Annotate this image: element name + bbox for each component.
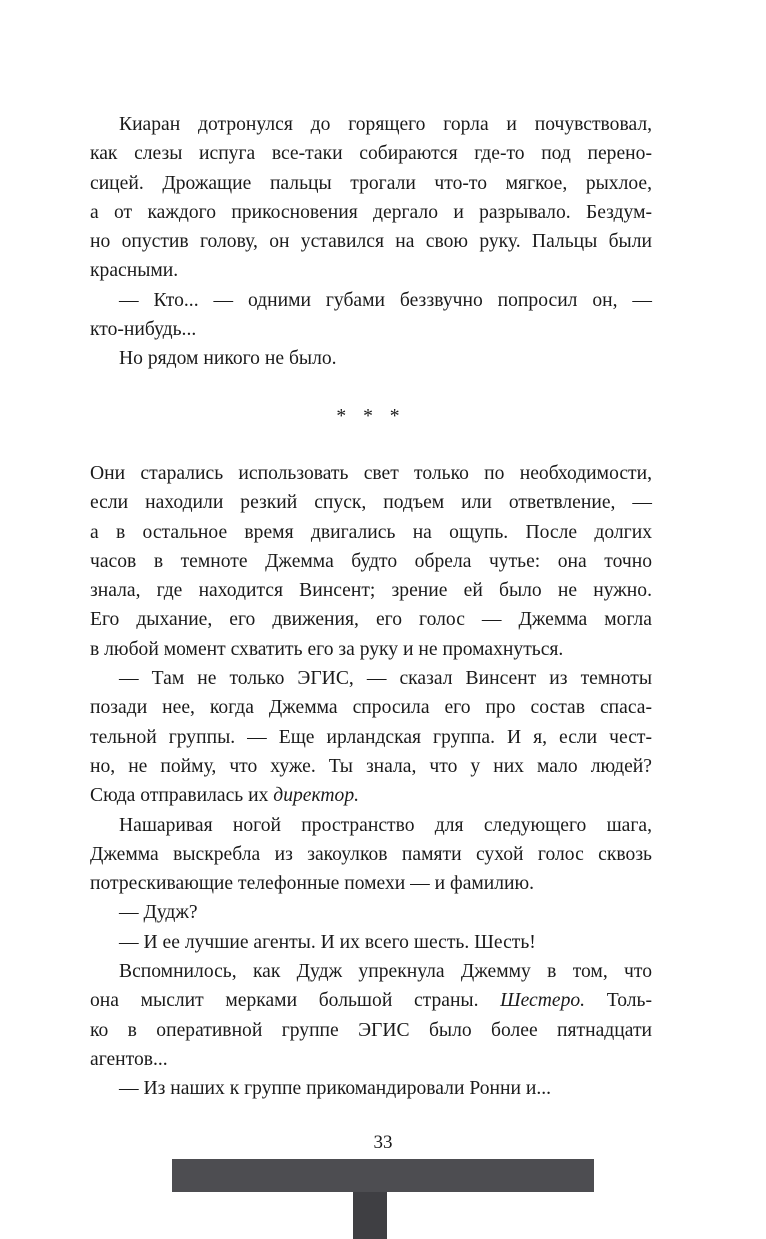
text-line: Киаран дотронулся до горящего горла и почувствовал, [119,114,652,135]
text-line: как слезы испуга все-таки собираются где-то под перено- [90,143,652,165]
text-line: ко в оперативной группе ЭГИС было более пятнадцати [90,1019,652,1041]
text-line: часов в темноте Джемма будто обрела чутье: она точно [90,550,652,572]
text-line: Но рядом никого не было. [119,348,337,370]
footer-tab [353,1192,387,1239]
page-body [90,110,652,1104]
text-line: но, не пойму, что хуже. Ты знала, что у них мало людей? [90,755,652,777]
text-line: знала, где находится Винсент; зрение ей было не нужно. [90,580,652,602]
text-line: тельной группы. — Еще ирландская группа. И я, если чест- [90,726,652,748]
text-line: — Там не только ЭГИС, — сказал Винсент из темноты [119,668,652,690]
italic-text: директор. [273,785,360,807]
text-line: но опустив голову, он уставился на свою руку. Пальцы были [90,231,652,253]
text-line: Джемма выскребла из закоулков памяти сухой голос сквозь [90,843,652,865]
text-line: Его дыхание, его движения, его голос — Джемма могла [90,609,652,631]
text-line: — Кто... — одними губами беззвучно попросил он, — [119,289,652,311]
text-line: Нашаривая ногой пространство для следующего шага, [119,814,652,836]
text-line: а от каждого прикосновения дергало и разрывало. Бездум- [90,201,652,223]
text-run: Толь- [585,990,653,1012]
text-line: кто-нибудь... [90,319,197,341]
footer-bar [172,1159,594,1192]
text-line: а в остальное время двигались на ощупь. После долгих [90,521,652,543]
text-line [90,781,652,810]
text-line: если находили резкий спуск, подъем или ответвление, — [90,492,652,514]
text-line: агентов... [90,1048,168,1070]
text-run: Сюда отправилась их [90,785,274,807]
text-line [90,986,652,1015]
text-line: позади нее, когда Джемма спросила его про состав спаса- [90,697,652,719]
text-line: в любой момент схватить его за руку и не промахнуться. [90,638,564,660]
italic-text: Шестеро. [500,990,586,1012]
text-run: она мыслит мерками большой страны. [90,990,501,1012]
page-number: 33 [373,1132,393,1153]
text-line: Они старались использовать свет только по необходимости, [90,462,652,484]
text-line: Вспомнилось, как Дудж упрекнула Джемму в том, что [119,961,652,983]
text-line: потрескивающие телефонные помехи — и фамилию. [90,873,535,895]
section-separator: * * * [336,405,406,427]
text-line: — Дудж? [119,902,198,924]
text-line: красными. [90,260,179,282]
text-line: сицей. Дрожащие пальцы трогали что-то мягкое, рыхлое, [90,172,652,194]
text-line: — И ее лучшие агенты. И их всего шесть. Шесть! [119,931,536,953]
text-line: — Из наших к группе прикомандировали Ронни и... [119,1078,552,1100]
